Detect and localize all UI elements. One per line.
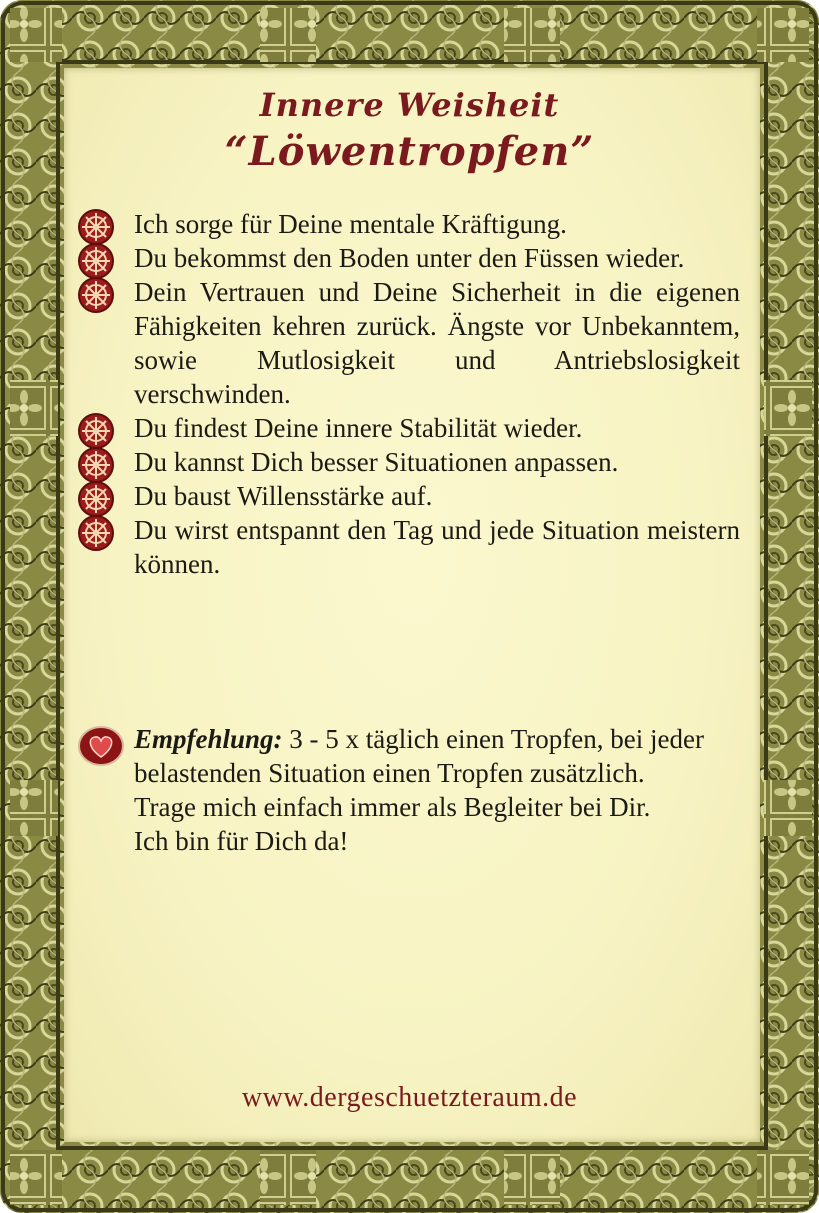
list-item <box>76 411 740 445</box>
website-link[interactable]: www.dergeschuetzteraum.de <box>241 1082 578 1113</box>
list-item <box>76 479 740 513</box>
title-line-2: “Löwentropfen” <box>224 128 595 175</box>
recommendation-label: Empfehlung: <box>134 724 283 754</box>
recommendation-line-2: Trage mich einfach immer als Begleiter bei Dir. <box>134 792 651 822</box>
wheel-icon <box>76 513 116 553</box>
list-item-text: Dein Vertrauen und Deine Sicherheit in die eigenen Fähigkeiten kehren zurück. Ängste vor Unbekanntem, sowie Mutlosigkeit und Antriebslosigkeit verschwinden. <box>134 277 740 409</box>
recommendation-text <box>134 722 740 790</box>
list-item-text: Du findest Deine innere Stabilität wieder. <box>134 413 583 443</box>
list-item <box>76 241 740 275</box>
list-item <box>76 445 740 479</box>
benefit-list <box>76 207 740 581</box>
recommendation <box>76 722 740 858</box>
recommendation-line-3: Ich bin für Dich da! <box>134 826 349 856</box>
title-line-1: Innere Weisheit <box>259 86 560 124</box>
list-item <box>76 207 740 241</box>
wheel-icon <box>76 275 116 315</box>
list-item-text: Du wirst entspannt den Tag und jede Situation meistern können. <box>134 515 740 579</box>
list-item-text: Du bekommst den Boden unter den Füssen wieder. <box>134 243 685 273</box>
recommendation-block <box>76 722 740 858</box>
recommendation-body: 3 - 5 x täglich einen Tropfen, bei jeder belastenden Situation einen Tropfen zusätzlich. <box>134 724 704 788</box>
list-item <box>76 275 740 411</box>
heart-icon <box>78 726 124 766</box>
list-item-text: Du kannst Dich besser Situationen anpassen. <box>134 447 619 477</box>
list-item-text: Du baust Willensstärke auf. <box>134 481 433 511</box>
list-item <box>76 513 740 581</box>
list-item-text: Ich sorge für Deine mentale Kräftigung. <box>134 209 567 239</box>
